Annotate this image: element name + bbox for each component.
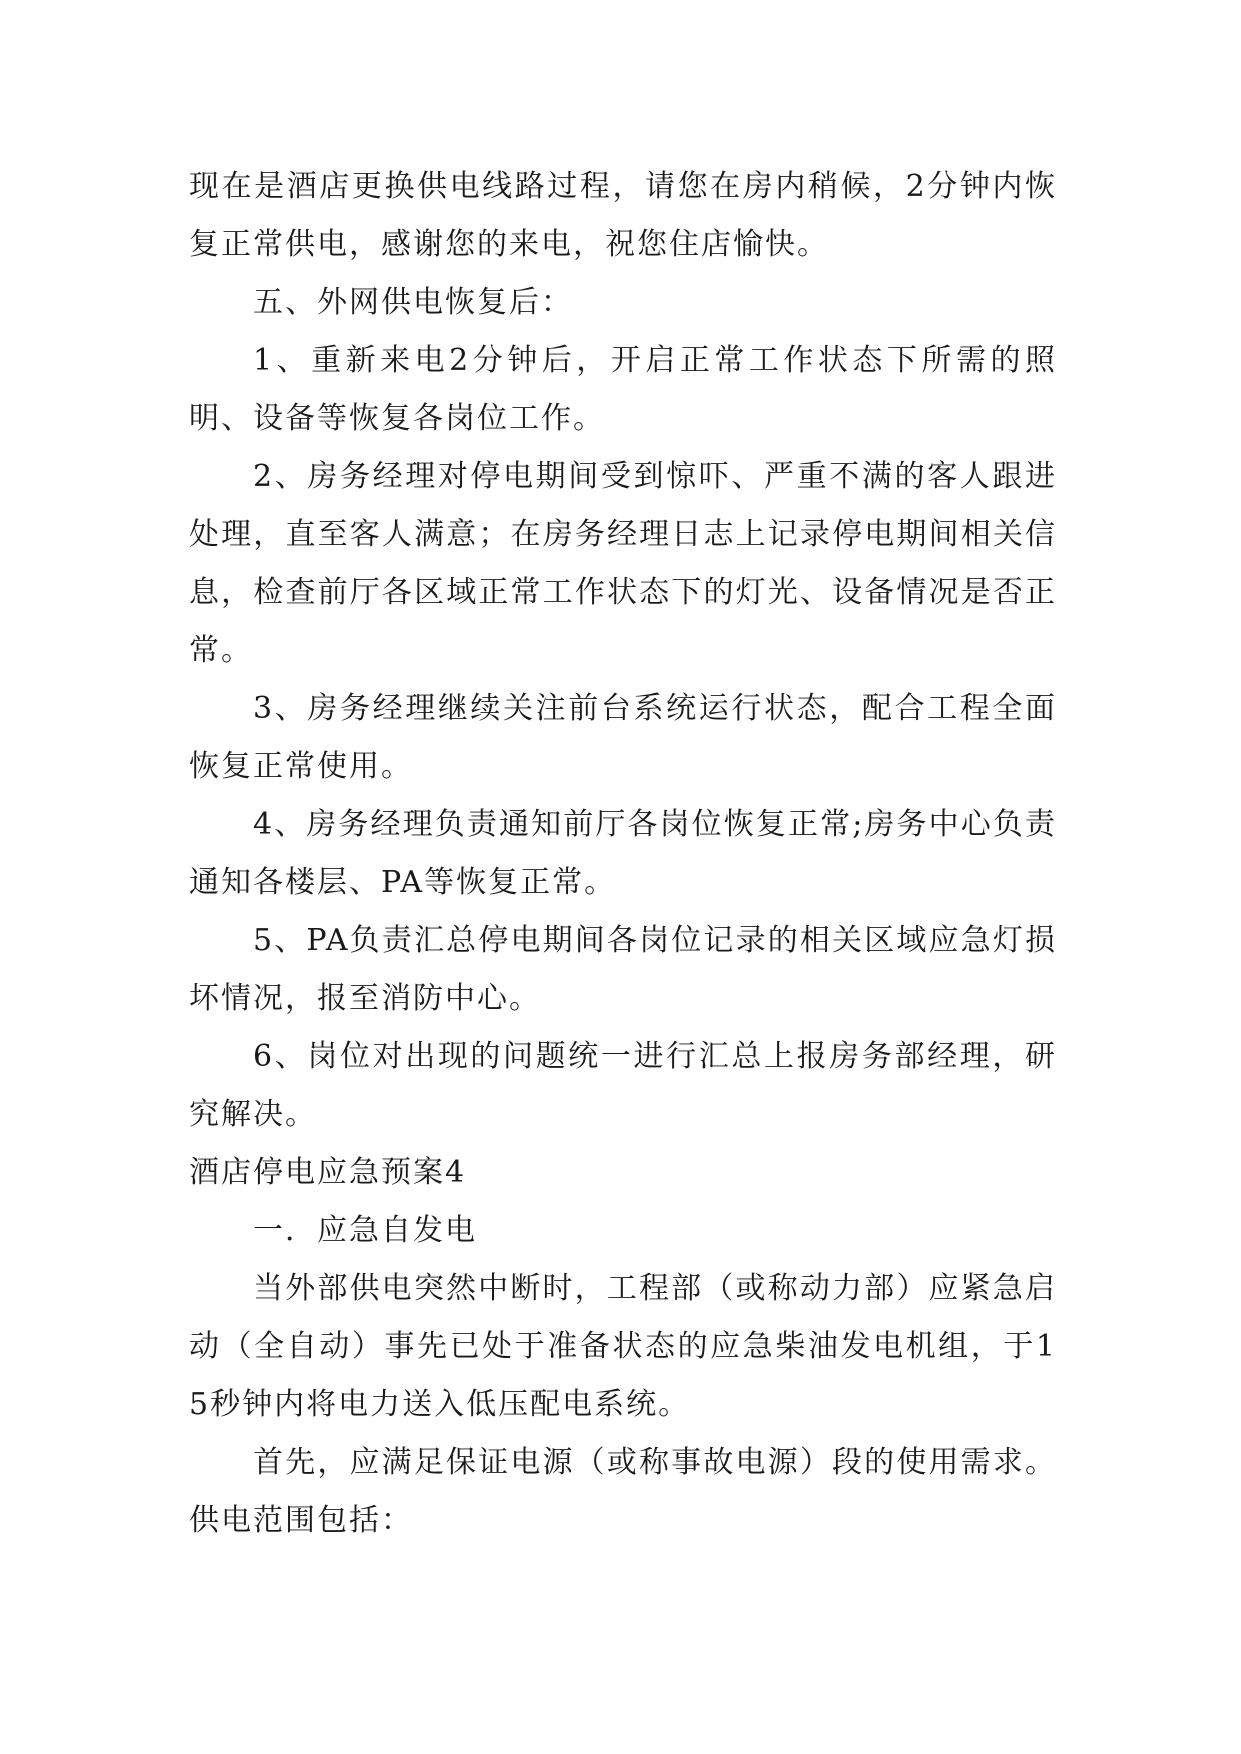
list-item-3: 3、房务经理继续关注前台系统运行状态，配合工程全面恢复正常使用。 [189,691,1057,784]
paragraph-call-script: 现在是酒店更换供电线路过程，请您在房内稍候，2分钟内恢复正常供电，感谢您的来电，祝您住店愉快。 [189,169,1057,262]
list-item-1: 1、重新来电2分钟后，开启正常工作状态下所需的照明、设备等恢复各岗位工作。 [189,343,1057,436]
list-item-4: 4、房务经理负责通知前厅各岗位恢复正常;房务中心负责通知各楼层、PA等恢复正常。 [189,807,1057,900]
section-heading-power-restored: 五、外网供电恢复后： [253,285,573,320]
document-title: 酒店停电应急预案4 [189,1155,467,1190]
document-body [189,158,1057,1550]
section-heading-emergency-generation: 一．应急自发电 [253,1213,477,1248]
paragraph-generator-startup: 当外部供电突然中断时，工程部（或称动力部）应紧急启动（全自动）事先已处于准备状态的应急柴油发电机组，于15秒钟内将电力送入低压配电系统。 [189,1271,1057,1422]
list-item-2: 2、房务经理对停电期间受到惊吓、严重不满的客人跟进处理，直至客人满意；在房务经理日志上记录停电期间相关信息，检查前厅各区域正常工作状态下的灯光、设备情况是否正常。 [189,459,1057,668]
list-item-5: 5、PA负责汇总停电期间各岗位记录的相关区域应急灯损坏情况，报至消防中心。 [189,923,1057,1016]
list-item-6: 6、岗位对出现的问题统一进行汇总上报房务部经理，研究解决。 [189,1039,1057,1132]
paragraph-power-scope: 首先，应满足保证电源（或称事故电源）段的使用需求。供电范围包括： [189,1445,1057,1538]
